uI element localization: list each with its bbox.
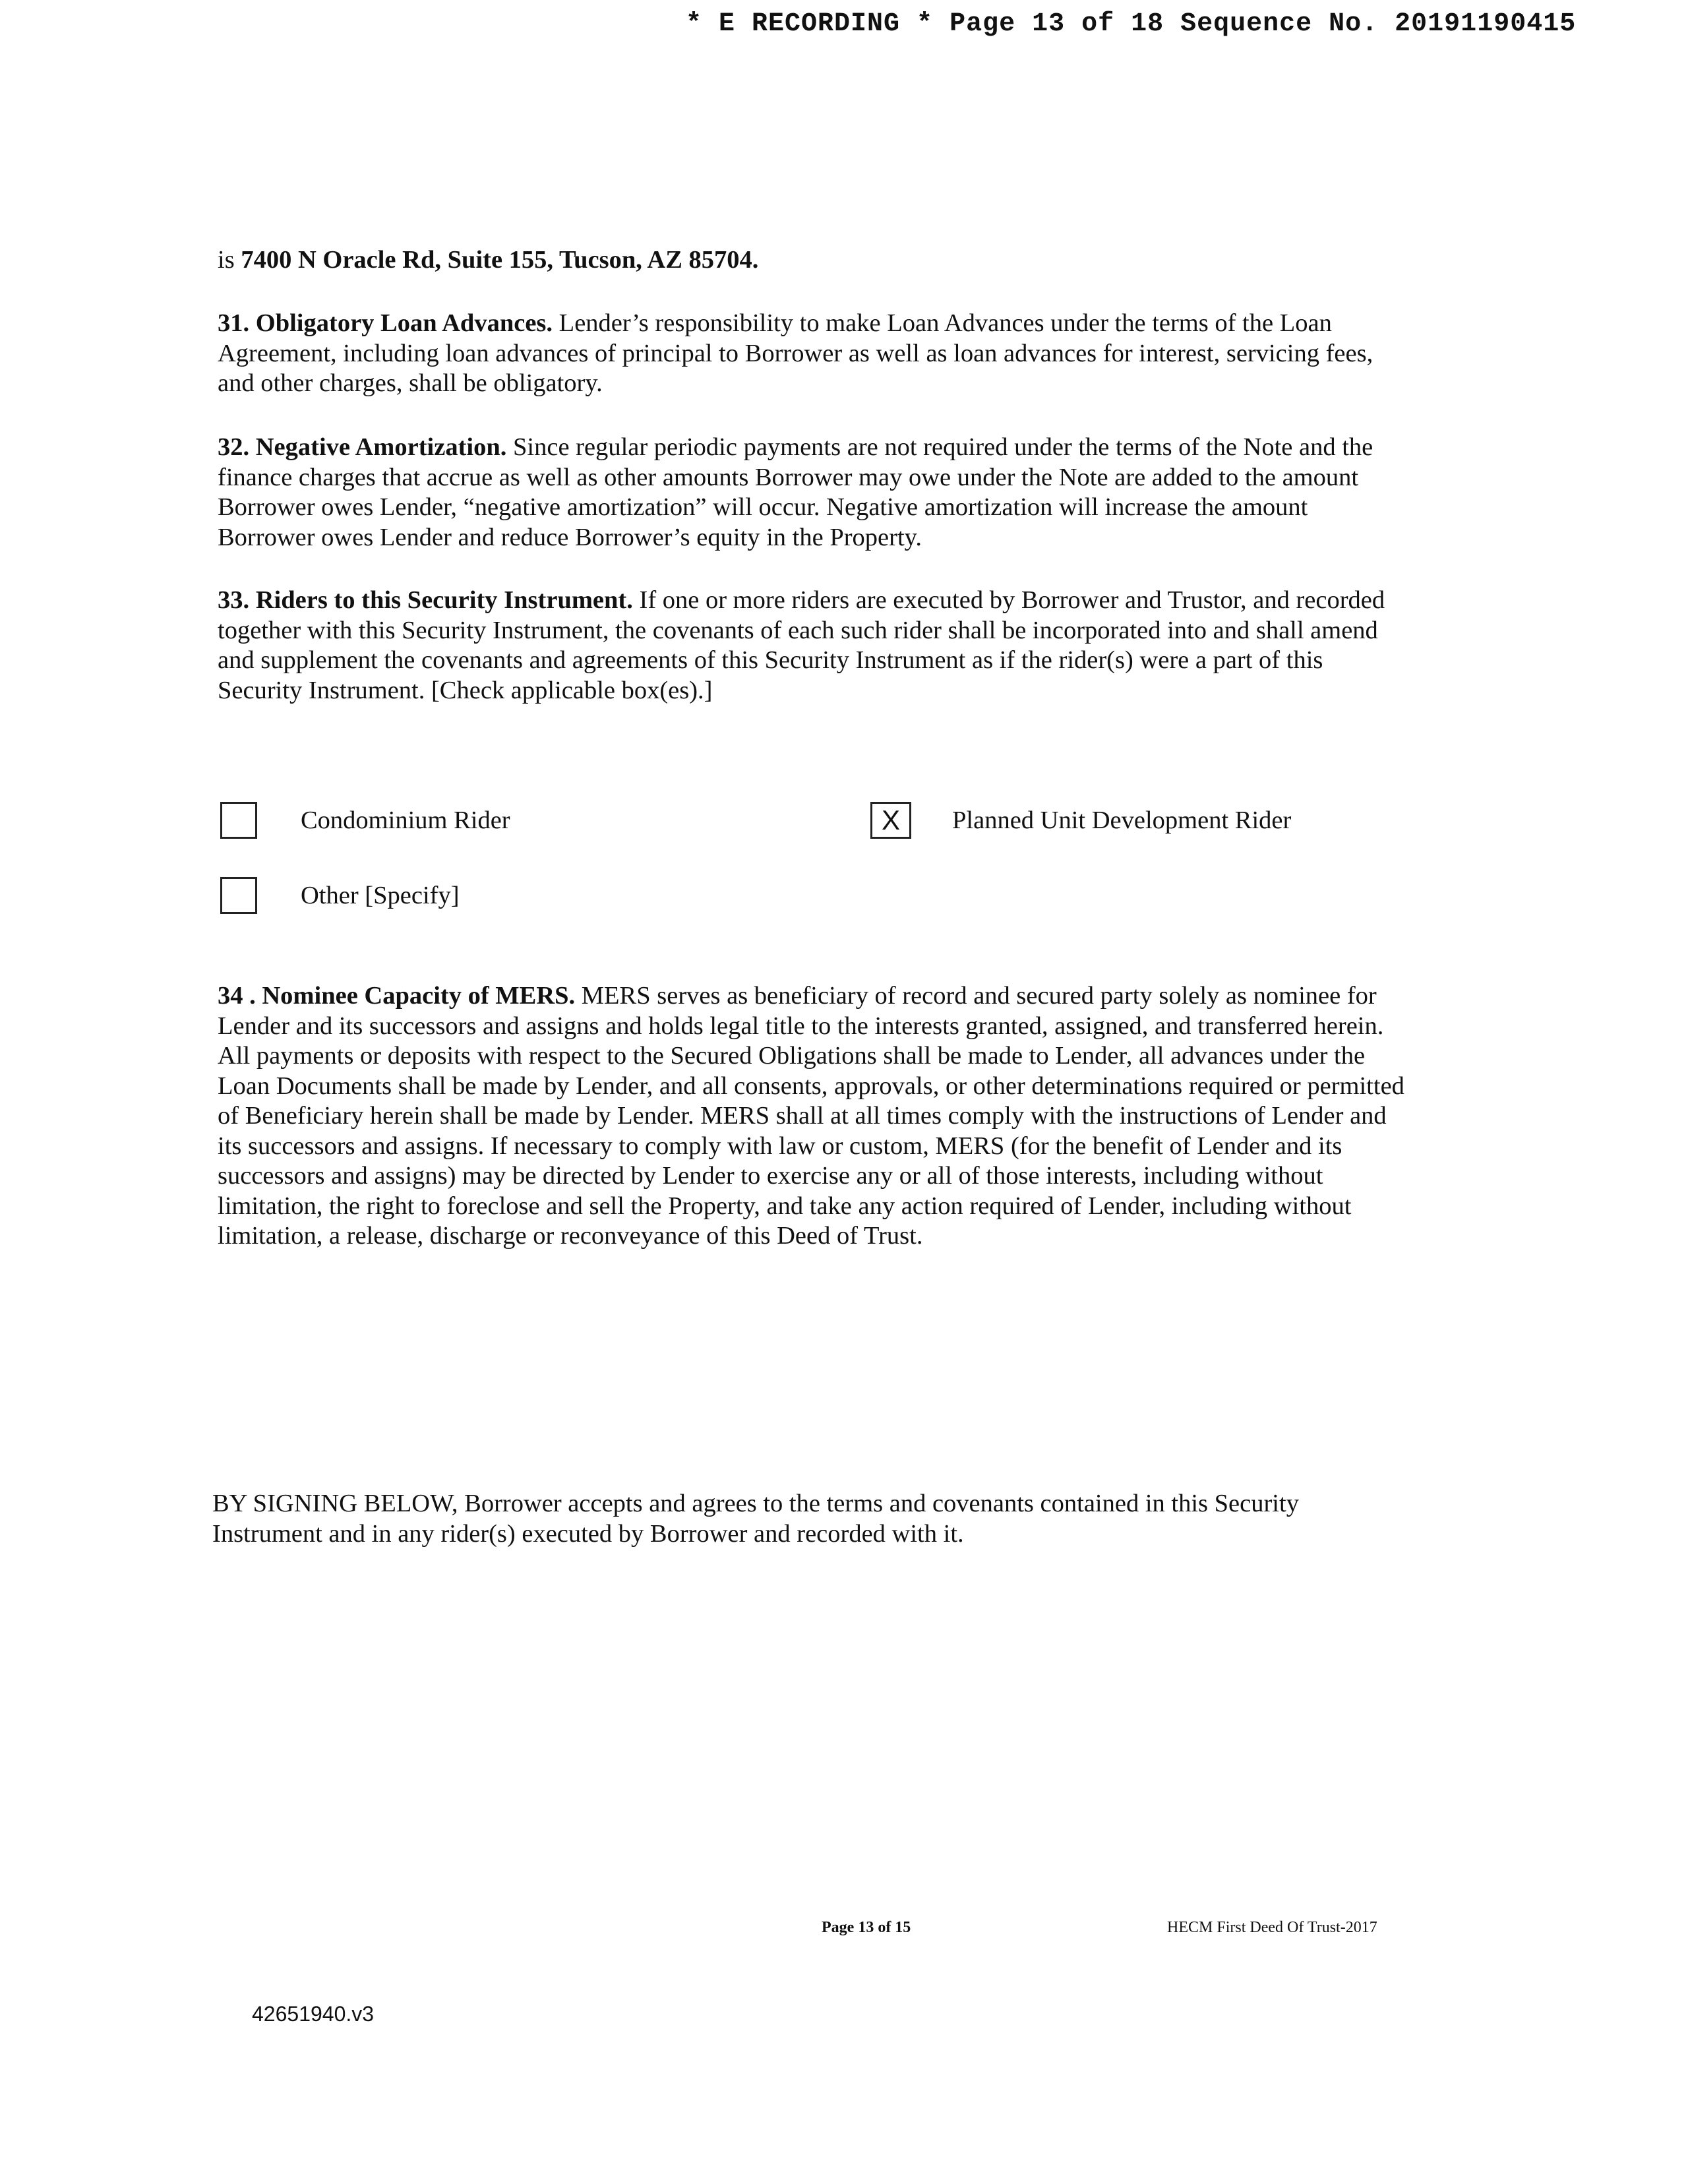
section-33	[218, 586, 1411, 706]
section-33-body: If one or more riders are executed by Borrower and Trustor, and recorded together with this Security Instrument, the covenants of each such rider shall be incorporated into and shall amend and supplement the covenants and agreements of this Security Instrument as if the rider(s) were a part of this Security Instrument. [Check applicable box(es).]	[218, 586, 1385, 704]
section-34-heading: 34 . Nominee Capacity of MERS.	[218, 982, 576, 1010]
section-34	[218, 981, 1411, 1252]
pud-rider-checkbox[interactable]: X	[870, 802, 911, 839]
office-address: 7400 N Oracle Rd, Suite 155, Tucson, AZ 85704.	[241, 246, 759, 274]
section-34-body: MERS serves as beneficiary of record and secured party solely as nominee for Lender and its successors and assigns and holds legal title to the interests granted, assigned, and transferred herein. All payments or deposits with respect to the Secured Obligations shall be made to Lender, all advances under the Loan Documents shall be made by Lender, and all consents, approvals, or other determinations required or permitted of Beneficiary herein shall be made by Lender. MERS shall at all times comply with the instructions of Lender and its successors and assigns. If necessary to comply with law or custom, MERS (for the benefit of Lender and its successors and assigns) may be directed by Lender to exercise any or all of those interests, including without limitation, the right to foreclose and sell the Property, and take any action required of Lender, including without limitation, a release, discharge or reconveyance of this Deed of Trust.	[218, 982, 1404, 1250]
section-32	[218, 433, 1411, 553]
section-31-heading: 31. Obligatory Loan Advances.	[218, 309, 553, 337]
rider-option-pud[interactable]	[870, 802, 1291, 839]
rider-option-condominium[interactable]	[220, 802, 510, 839]
footer-page-number: Page 13 of 15	[822, 1919, 911, 1936]
section-31	[218, 309, 1411, 399]
other-rider-checkbox[interactable]	[220, 877, 257, 914]
address-line	[218, 245, 1411, 276]
pud-rider-label: Planned Unit Development Rider	[952, 806, 1292, 834]
condominium-rider-checkbox[interactable]	[220, 802, 257, 839]
section-32-body: Since regular periodic payments are not required under the terms of the Note and the finance charges that accrue as well as other amounts Borrower may owe under the Note are added to the amount Borrower owes Lender, “negative amortization” will occur. Negative amortization will increase the amount Borrower owes Lender and reduce Borrower’s equity in the Property.	[218, 433, 1373, 551]
other-rider-label: Other [Specify]	[301, 882, 460, 909]
condominium-rider-label: Condominium Rider	[301, 806, 510, 834]
recording-header: * E RECORDING * Page 13 of 18 Sequence No. 20191190415	[686, 9, 1577, 39]
address-prefix: is	[218, 246, 235, 274]
section-33-heading: 33. Riders to this Security Instrument.	[218, 586, 633, 614]
footer-form-name: HECM First Deed Of Trust-2017	[1167, 1919, 1377, 1936]
section-32-heading: 32. Negative Amortization.	[218, 433, 507, 461]
signing-statement: BY SIGNING BELOW, Borrower accepts and agrees to the terms and covenants contained in this Security Instrument and in any rider(s) executed by Borrower and recorded with it.	[212, 1490, 1299, 1548]
document-id: 42651940.v3	[252, 2002, 375, 2026]
rider-option-other[interactable]	[220, 877, 460, 914]
section-31-body: Lender’s responsibility to make Loan Advances under the terms of the Loan Agreement, including loan advances of principal to Borrower as well as loan advances for interest, servicing fees, and other charges, shall be obligatory.	[218, 309, 1373, 397]
